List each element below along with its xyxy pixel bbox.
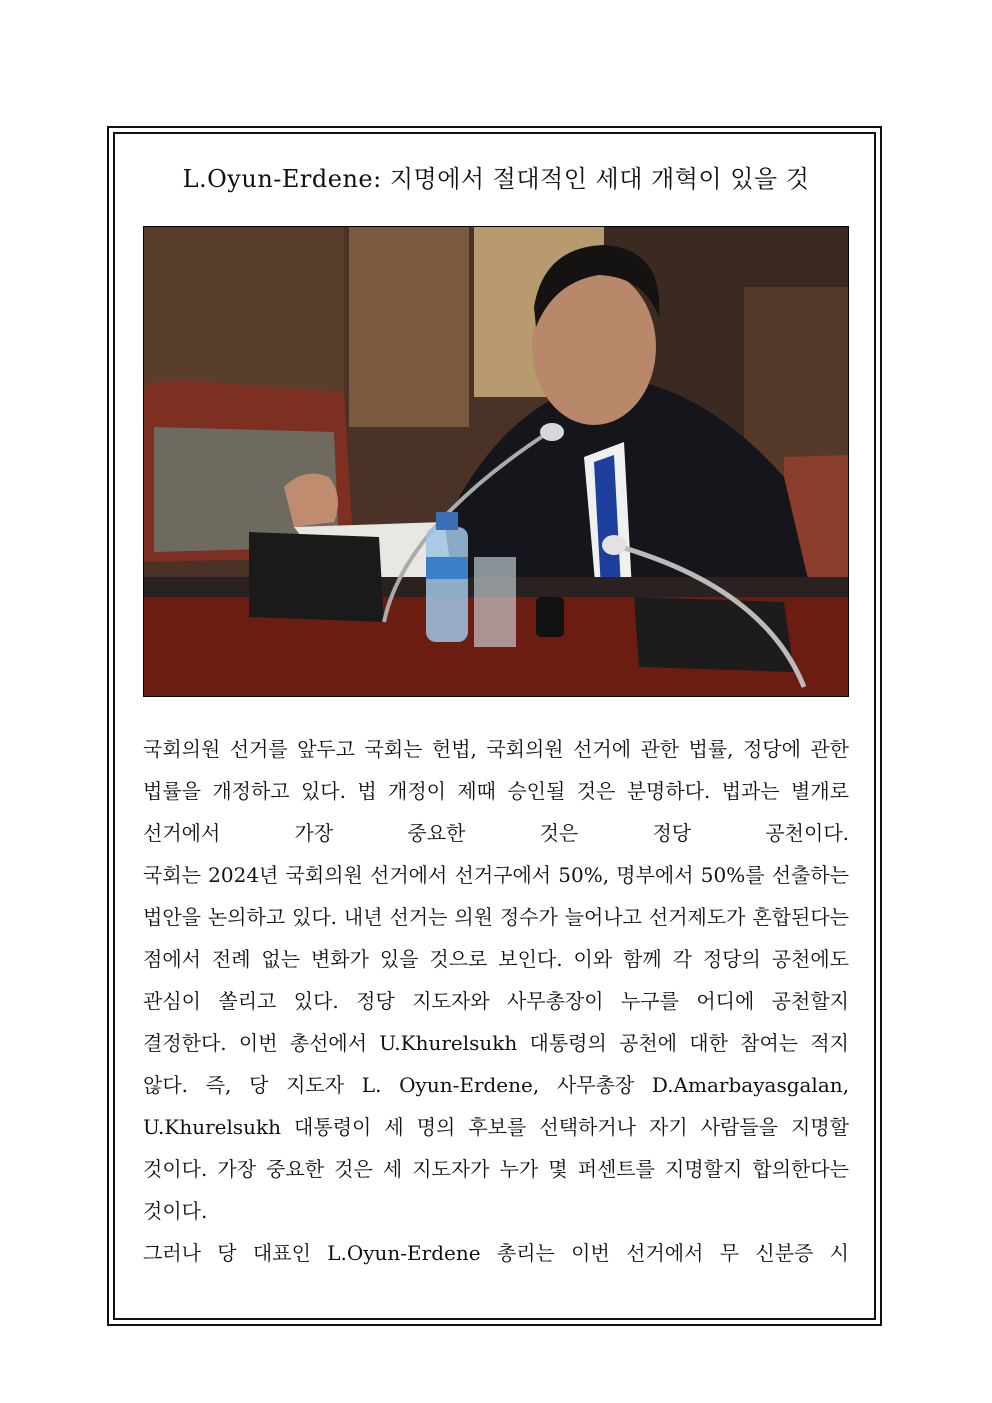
article-title: L.Oyun-Erdene: 지명에서 절대적인 세대 개혁이 있을 것: [182, 165, 810, 193]
article-paragraph: 국회의원 선거를 앞두고 국회는 헌법, 국회의원 선거에 관한 법률, 정당에 관한 법률을 개정하고 있다. 법 개정이 제때 승인될 것은 분명하다. 법과는 별개로 선거에서 가장 중요한 것은 정당 공천이다.: [143, 737, 849, 845]
article-paragraph: 국회는 2024년 국회의원 선거에서 선거구에서 50%, 명부에서 50%를 선출하는 법안을 논의하고 있다. 내년 선거는 의원 정수가 늘어나고 선거제도가 혼합된다는 점에서 전례 없는 변화가 있을 것으로 보인다. 이와 함께 각 정당의 공천에도 관심이 쏠리고 있다. 정당 지도자와 사무총장이 누구를 어디에 공천할지 결정한다. 이번 총선에서 U.Khurelsukh 대통령의 공천에 대한 참여는 적지 않다. 즉, 당 지도자 L. Oyun-Erdene, 사무총장 D.Amarbayasgalan, U.Khurelsukh 대통령이 세 명의 후보를 선택하거나 자기 사람들을 지명할 것이다. 가장 중요한 것은 세 지도자가 누가 몇 퍼센트를 지명할지 합의한다는 것이다.: [143, 863, 849, 1223]
politician-speaking-photo-icon: [144, 227, 848, 696]
article-body: [143, 728, 849, 1274]
article-photo: [143, 226, 849, 697]
article-paragraph: 그러나 당 대표인 L.Oyun-Erdene 총리는 이번 선거에서 무 신분증 시: [143, 1241, 849, 1265]
